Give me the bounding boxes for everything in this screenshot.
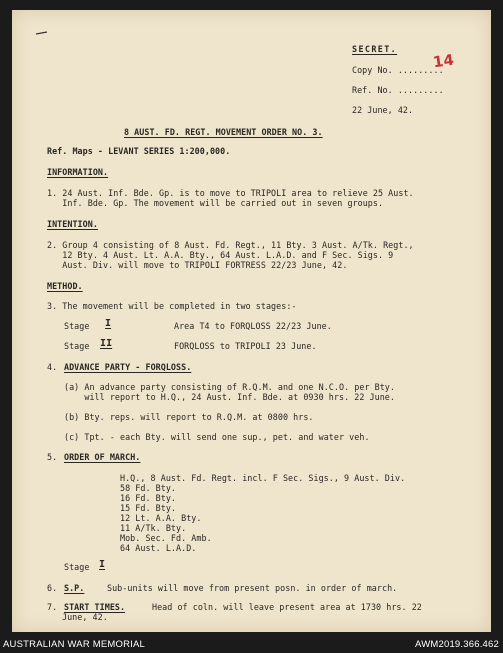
order-of-march-heading: ORDER OF MARCH.: [64, 452, 141, 462]
method-line: 3. The movement will be completed in two stages:-: [47, 301, 297, 311]
pencil-mark-icon: [35, 30, 49, 36]
stage-label: Stage: [64, 341, 90, 351]
start-times-text: Head of coln. will leave present area at 1730 hrs. 22: [152, 602, 422, 612]
section-number: 6.: [47, 583, 58, 593]
section-number: 4.: [47, 362, 58, 372]
start-times-heading: START TIMES.: [64, 602, 126, 612]
advance-party-heading: ADVANCE PARTY - FORQLOSS.: [64, 362, 192, 372]
advance-party-item: (a) An advance party consisting of R.Q.M. and one N.C.O. per Bty.: [64, 382, 395, 392]
section-number: 5.: [47, 452, 58, 462]
advance-party-item: will report to H.Q., 24 Aust. Inf. Bde. at 0930 hrs. 22 June.: [64, 392, 395, 402]
ref-maps: Ref. Maps - LEVANT SERIES 1:200,000.: [47, 146, 231, 156]
march-unit: 58 Fd. Bty.: [120, 483, 177, 493]
copy-number: Copy No. .........: [352, 65, 444, 75]
handwritten-copy-number: 14: [431, 50, 456, 72]
archive-reference: AWM2019.366.462: [415, 639, 499, 650]
secret-classification: SECRET.: [352, 44, 398, 54]
march-unit: 11 A/Tk. Bty.: [120, 523, 187, 533]
information-heading: INFORMATION.: [47, 167, 109, 177]
start-times-text: June, 42.: [62, 612, 108, 622]
sp-heading: S.P.: [64, 583, 85, 593]
advance-party-item: (c) Tpt. - each Bty. will send one sup., pet. and water veh.: [64, 432, 370, 442]
stage-description: Area T4 to FORQLOSS 22/23 June.: [174, 321, 332, 331]
reference-number: Ref. No. .........: [352, 85, 444, 95]
information-line: 1. 24 Aust. Inf. Bde. Gp. is to move to TRIPOLI area to relieve 25 Aust.: [47, 188, 414, 198]
stage-label: Stage: [64, 321, 90, 331]
intention-heading: INTENTION.: [47, 219, 98, 229]
march-unit: 15 Fd. Bty.: [120, 503, 177, 513]
intention-line: 2. Group 4 consisting of 8 Aust. Fd. Regt., 11 Bty. 3 Aust. A/Tk. Regt.,: [47, 240, 414, 250]
intention-line: Aust. Div. will move to TRIPOLI FORTRESS 22/23 June, 42.: [47, 260, 348, 270]
advance-party-item: (b) Bty. reps. will report to R.Q.M. at 0800 hrs.: [64, 412, 314, 422]
stage-numeral: I: [99, 559, 106, 570]
information-line: Inf. Bde. Gp. The movement will be carried out in seven groups.: [47, 198, 384, 208]
sp-text: Sub-units will move from present posn. in order of march.: [107, 583, 398, 593]
march-unit: 12 Lt. A.A. Bty.: [120, 513, 202, 523]
stage-description: FORQLOSS to TRIPOLI 23 June.: [174, 341, 317, 351]
march-unit: 64 Aust. L.A.D.: [120, 543, 197, 553]
march-unit: 16 Fd. Bty.: [120, 493, 177, 503]
section-number: 7.: [47, 602, 58, 612]
stage-numeral: I: [105, 318, 112, 329]
march-unit: H.Q., 8 Aust. Fd. Regt. incl. F Sec. Sigs., 9 Aust. Div.: [120, 473, 406, 483]
method-heading: METHOD.: [47, 281, 83, 291]
order-date: 22 June, 42.: [352, 105, 414, 115]
stage-label: Stage: [64, 562, 90, 572]
document-page: [12, 10, 491, 632]
march-unit: Mob. Sec. Fd. Amb.: [120, 533, 212, 543]
archive-credit: AUSTRALIAN WAR MEMORIAL: [3, 639, 146, 650]
intention-line: 12 Bty. 4 Aust. Lt. A.A. Bty., 64 Aust. L.A.D. and F Sec. Sigs. 9: [47, 250, 394, 260]
document-title: 8 AUST. FD. REGT. MOVEMENT ORDER NO. 3.: [124, 127, 323, 137]
stage-numeral: II: [100, 338, 113, 349]
